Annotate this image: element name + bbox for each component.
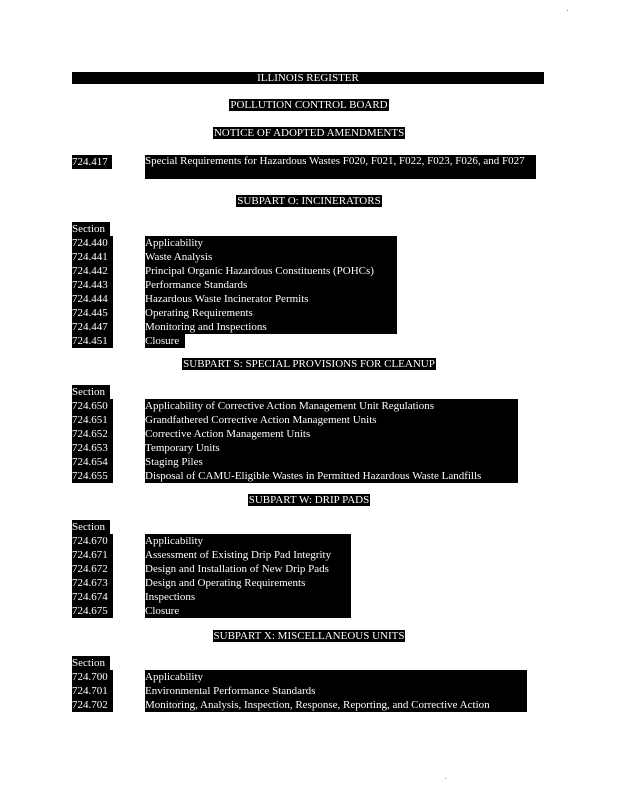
list-item-title: Applicability [145, 236, 397, 250]
notice-title: NOTICE OF ADOPTED AMENDMENTS [213, 127, 405, 139]
list-item-number: 724.701 [72, 684, 113, 698]
subpart-heading-line [0, 195, 618, 207]
list-item-number: 724.654 [72, 455, 113, 469]
list-item-title: Monitoring and Inspections [145, 320, 397, 334]
list-item-title: Principal Organic Hazardous Constituents (POHCs) [145, 264, 397, 278]
list-item-number: 724.651 [72, 413, 113, 427]
subpart-heading: SUBPART X: MISCELLANEOUS UNITS [213, 630, 405, 642]
list-item-title: Applicability [145, 534, 351, 548]
board-title: POLLUTION CONTROL BOARD [230, 99, 388, 111]
list-item-number: 724.650 [72, 399, 113, 413]
list-item-title: Disposal of CAMU-Eligible Wastes in Permitted Hazardous Waste Landfills [145, 469, 518, 483]
list-item-title: Inspections [145, 590, 351, 604]
list-item-number: 724.653 [72, 441, 113, 455]
list-item-number: 724.445 [72, 306, 113, 320]
list-item-number: 724.671 [72, 548, 113, 562]
notice-title-line [0, 127, 618, 139]
list-item-title: Waste Analysis [145, 250, 397, 264]
scan-speck [445, 778, 446, 779]
list-item-number: 724.447 [72, 320, 113, 334]
list-item-title: Design and Operating Requirements [145, 576, 351, 590]
list-item-title: Environmental Performance Standards [145, 684, 527, 698]
list-item-title: Monitoring, Analysis, Inspection, Response, Reporting, and Corrective Action [145, 698, 527, 712]
list-item-title: Staging Piles [145, 455, 518, 469]
section-title: Special Requirements for Hazardous Wastes F020, F021, F022, F023, F026, and F027 [145, 155, 536, 179]
section-number: 724.417 [72, 155, 112, 169]
list-item-title: Closure [145, 604, 351, 618]
section-column-label: Section [72, 222, 110, 236]
list-item-number: 724.673 [72, 576, 113, 590]
section-column-label: Section [72, 385, 110, 399]
list-item-number: 724.652 [72, 427, 113, 441]
list-item-title: Operating Requirements [145, 306, 397, 320]
list-item-title: Closure [145, 334, 185, 348]
board-title-line [0, 99, 618, 111]
list-item-title: Performance Standards [145, 278, 397, 292]
list-item-number: 724.442 [72, 264, 113, 278]
list-item-number: 724.674 [72, 590, 113, 604]
list-item-title: Grandfathered Corrective Action Management Units [145, 413, 518, 427]
list-item-number: 724.672 [72, 562, 113, 576]
section-column-label: Section [72, 656, 110, 670]
list-item-number: 724.444 [72, 292, 113, 306]
list-item-title: Hazardous Waste Incinerator Permits [145, 292, 397, 306]
subpart-heading-line [0, 358, 618, 370]
register-header: ILLINOIS REGISTER [72, 72, 544, 84]
scan-speck [567, 10, 568, 11]
list-item-number: 724.702 [72, 698, 113, 712]
list-item-title: Corrective Action Management Units [145, 427, 518, 441]
subpart-heading-line [0, 494, 618, 506]
list-item-number: 724.451 [72, 334, 113, 348]
list-item-number: 724.655 [72, 469, 113, 483]
subpart-heading: SUBPART O: INCINERATORS [237, 195, 381, 207]
list-item-number: 724.670 [72, 534, 113, 548]
list-item-title: Applicability of Corrective Action Management Unit Regulations [145, 399, 518, 413]
list-item-number: 724.443 [72, 278, 113, 292]
list-item-number: 724.441 [72, 250, 113, 264]
list-item-title: Applicability [145, 670, 527, 684]
subpart-heading-line [0, 630, 618, 642]
subpart-heading: SUBPART W: DRIP PADS [248, 494, 370, 506]
list-item-title: Temporary Units [145, 441, 518, 455]
list-item-number: 724.675 [72, 604, 113, 618]
section-column-label: Section [72, 520, 110, 534]
list-item-number: 724.700 [72, 670, 113, 684]
list-item-title: Design and Installation of New Drip Pads [145, 562, 351, 576]
list-item-number: 724.440 [72, 236, 113, 250]
list-item-title: Assessment of Existing Drip Pad Integrity [145, 548, 351, 562]
subpart-heading: SUBPART S: SPECIAL PROVISIONS FOR CLEANUP [183, 358, 435, 370]
